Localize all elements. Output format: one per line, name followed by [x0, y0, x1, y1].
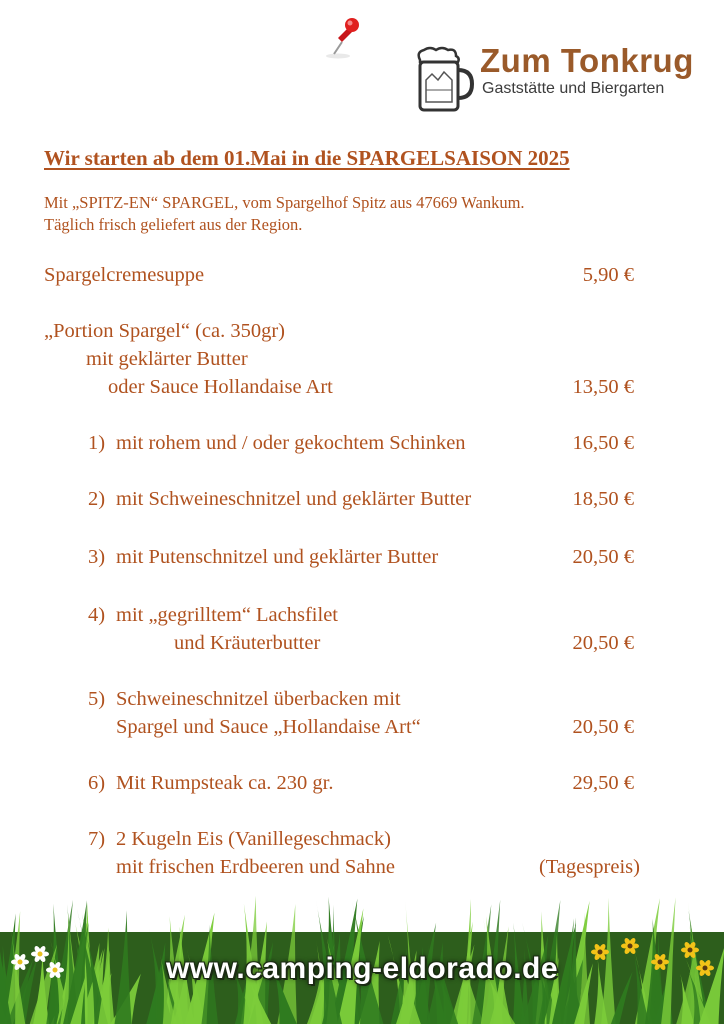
item-number: 5) [88, 688, 106, 710]
item-name: Spargelcremesuppe [44, 264, 205, 286]
item-number: 4) [88, 604, 106, 626]
intro-text [44, 192, 525, 236]
brand-name: Zum Tonkrug [480, 42, 694, 79]
item-number: 2) [88, 488, 106, 510]
item-description: und Kräuterbutter [174, 632, 321, 654]
website-url[interactable]: www.camping-eldorado.de [165, 952, 559, 985]
brand-tagline: Gaststätte und Biergarten [482, 80, 665, 97]
item-price: 5,90 € [582, 264, 634, 286]
item-number: 3) [88, 546, 106, 568]
item-number: 1) [88, 432, 106, 454]
item-description: oder Sauce Hollandaise Art [108, 376, 333, 398]
item-name: 2 Kugeln Eis (Vanillegeschmack) [116, 828, 391, 850]
item-number: 6) [88, 772, 106, 794]
item-price: 20,50 € [572, 632, 634, 654]
beer-mug-icon [412, 46, 478, 114]
item-number: 7) [88, 828, 106, 850]
item-name: Mit Rumpsteak ca. 230 gr. [116, 772, 334, 794]
item-name: mit Putenschnitzel und geklärter Butter [116, 546, 439, 568]
item-price: 18,50 € [572, 488, 634, 510]
push-pin-icon [322, 16, 362, 60]
season-headline: Wir starten ab dem 01.Mai in die SPARGELSAISON 2025 [44, 146, 570, 170]
item-description: mit frischen Erdbeeren und Sahne [116, 856, 395, 878]
item-name: „Portion Spargel“ (ca. 350gr) [44, 320, 285, 342]
item-name: mit rohem und / oder gekochtem Schinken [116, 432, 466, 454]
logo [412, 42, 694, 114]
item-name: Schweineschnitzel überbacken mit [116, 688, 401, 710]
item-price: (Tagespreis) [538, 856, 640, 878]
item-price: 13,50 € [572, 376, 634, 398]
item-name: mit Schweineschnitzel und geklärter Butter [116, 488, 472, 510]
item-price: 20,50 € [572, 716, 634, 738]
intro-line-2: Täglich frisch geliefert aus der Region. [44, 215, 303, 234]
item-description: Spargel und Sauce „Hollandaise Art“ [116, 716, 421, 738]
item-price: 29,50 € [572, 772, 634, 794]
item-description: mit geklärter Butter [86, 348, 248, 370]
item-price: 20,50 € [572, 546, 634, 568]
intro-line-1: Mit „SPITZ-EN“ SPARGEL, vom Spargelhof Spitz aus 47669 Wankum. [44, 193, 525, 212]
item-price: 16,50 € [572, 432, 634, 454]
item-name: mit „gegrilltem“ Lachsfilet [116, 604, 338, 626]
